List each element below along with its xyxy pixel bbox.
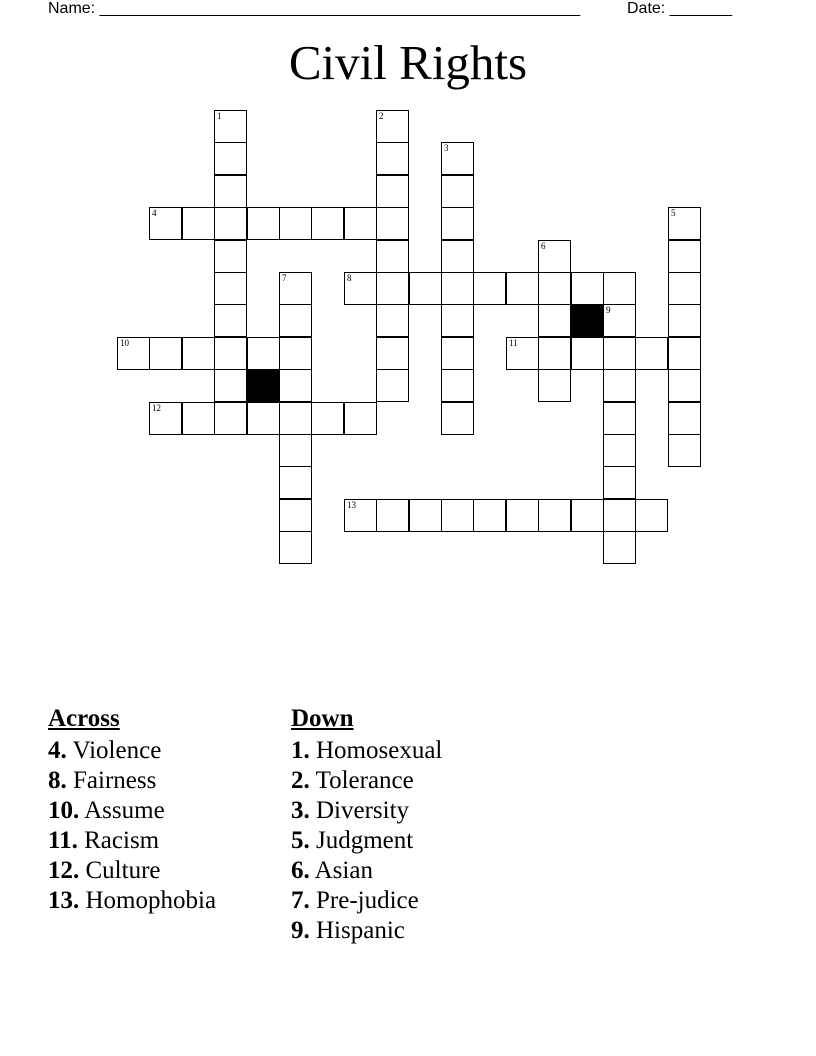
crossword-cell[interactable]: [506, 499, 539, 532]
clue-number: 10.: [48, 797, 80, 824]
crossword-cell[interactable]: [409, 499, 442, 532]
clue-text: Hispanic: [316, 917, 405, 944]
crossword-cell[interactable]: [538, 240, 571, 273]
crossword-cell[interactable]: [635, 499, 668, 532]
crossword-cell[interactable]: [441, 369, 474, 402]
clue-number-label: 5: [671, 208, 676, 218]
crossword-cell[interactable]: [506, 337, 539, 370]
crossword-cell[interactable]: [247, 207, 280, 240]
crossword-block-cell: [571, 304, 604, 337]
crossword-cell[interactable]: [441, 272, 474, 305]
name-field-label: Name: ______________________________________________________: [48, 0, 581, 17]
crossword-cell[interactable]: [441, 207, 474, 240]
across-heading: Across: [48, 705, 120, 732]
crossword-cell[interactable]: [344, 402, 377, 435]
crossword-cell[interactable]: [149, 207, 182, 240]
crossword-cell[interactable]: [668, 434, 701, 467]
crossword-cell[interactable]: [376, 110, 409, 143]
clue-down: [291, 856, 442, 886]
clue-number: 3.: [291, 797, 310, 824]
clue-number-label: 10: [120, 338, 129, 348]
crossword-cell[interactable]: [247, 337, 280, 370]
clue-number: 8.: [48, 767, 67, 794]
clue-down: [291, 796, 442, 826]
clue-down: [291, 916, 442, 946]
crossword-cell[interactable]: [117, 337, 150, 370]
crossword-cell[interactable]: [344, 207, 377, 240]
crossword-cell[interactable]: [473, 272, 506, 305]
crossword-cell[interactable]: [603, 272, 636, 305]
clue-number-label: 1: [217, 111, 222, 121]
crossword-cell[interactable]: [279, 434, 312, 467]
crossword-cell[interactable]: [279, 466, 312, 499]
date-field-label: Date: _______: [627, 0, 732, 17]
clue-number: 9.: [291, 917, 310, 944]
clue-text: Diversity: [316, 797, 410, 824]
clue-number-label: 7: [282, 273, 287, 283]
clue-down: [291, 886, 442, 916]
crossword-cell[interactable]: [279, 337, 312, 370]
clue-number: 4.: [48, 737, 67, 764]
crossword-cell[interactable]: [538, 499, 571, 532]
clue-number: 13.: [48, 887, 80, 914]
crossword-cell[interactable]: [214, 402, 247, 435]
down-clues: [291, 704, 442, 946]
clue-number-label: 11: [509, 338, 518, 348]
crossword-cell[interactable]: [279, 207, 312, 240]
clue-number-label: 12: [152, 403, 161, 413]
crossword-cell[interactable]: [668, 402, 701, 435]
clue-number-label: 6: [541, 241, 546, 251]
crossword-cell[interactable]: [603, 466, 636, 499]
across-clues: [48, 704, 216, 916]
crossword-cell[interactable]: [538, 304, 571, 337]
crossword-cell[interactable]: [571, 337, 604, 370]
crossword-cell[interactable]: [668, 304, 701, 337]
crossword-cell[interactable]: [247, 402, 280, 435]
clue-number: 11.: [48, 827, 78, 854]
clue-across: [48, 886, 216, 916]
crossword-cell[interactable]: [214, 175, 247, 208]
crossword-cell[interactable]: [311, 402, 344, 435]
crossword-cell[interactable]: [571, 499, 604, 532]
crossword-cell[interactable]: [214, 369, 247, 402]
clue-down: [291, 736, 442, 766]
crossword-cell[interactable]: [603, 434, 636, 467]
crossword-cell[interactable]: [506, 272, 539, 305]
clue-across: [48, 766, 216, 796]
crossword-cell[interactable]: [441, 304, 474, 337]
crossword-cell[interactable]: [603, 369, 636, 402]
crossword-cell[interactable]: [344, 272, 377, 305]
clue-text: Homophobia: [85, 887, 217, 914]
crossword-cell[interactable]: [376, 304, 409, 337]
crossword-cell[interactable]: [441, 402, 474, 435]
crossword-block-cell: [247, 369, 280, 402]
crossword-cell[interactable]: [279, 304, 312, 337]
crossword-cell[interactable]: [635, 337, 668, 370]
crossword-cell[interactable]: [441, 240, 474, 273]
clue-number: 12.: [48, 857, 80, 884]
clue-text: Culture: [85, 857, 161, 884]
clue-number: 6.: [291, 857, 310, 884]
clue-number-label: 2: [379, 111, 384, 121]
clue-across: [48, 826, 216, 856]
crossword-cell[interactable]: [214, 240, 247, 273]
clue-text: Fairness: [73, 767, 157, 794]
clue-number-label: 4: [152, 208, 157, 218]
crossword-cell[interactable]: [279, 369, 312, 402]
clue-down: [291, 766, 442, 796]
crossword-cell[interactable]: [603, 499, 636, 532]
crossword-cell[interactable]: [182, 337, 215, 370]
crossword-cell[interactable]: [668, 272, 701, 305]
crossword-cell[interactable]: [538, 272, 571, 305]
clue-number: 1.: [291, 737, 310, 764]
clue-number-label: 13: [347, 500, 356, 510]
crossword-cell[interactable]: [214, 272, 247, 305]
down-heading: Down: [291, 705, 354, 732]
clue-text: Racism: [84, 827, 160, 854]
crossword-cell[interactable]: [149, 337, 182, 370]
clue-text: Homosexual: [316, 737, 443, 764]
crossword-cell[interactable]: [182, 207, 215, 240]
clue-text: Pre-judice: [316, 887, 419, 914]
crossword-cell[interactable]: [441, 142, 474, 175]
crossword-cell[interactable]: [473, 499, 506, 532]
crossword-cell[interactable]: [376, 240, 409, 273]
crossword-cell[interactable]: [603, 304, 636, 337]
crossword-cell[interactable]: [571, 272, 604, 305]
crossword-cell[interactable]: [376, 272, 409, 305]
clue-across: [48, 736, 216, 766]
clue-down: [291, 826, 442, 856]
crossword-cell[interactable]: [538, 369, 571, 402]
clue-text: Violence: [72, 737, 162, 764]
crossword-cell[interactable]: [538, 337, 571, 370]
crossword-cell[interactable]: [214, 142, 247, 175]
crossword-cell[interactable]: [376, 207, 409, 240]
crossword-cell[interactable]: [279, 402, 312, 435]
clue-text: Tolerance: [315, 767, 414, 794]
clue-text: Assume: [84, 797, 165, 824]
clue-number-label: 9: [606, 305, 611, 315]
crossword-cell[interactable]: [376, 499, 409, 532]
crossword-cell[interactable]: [668, 369, 701, 402]
crossword-cell[interactable]: [376, 337, 409, 370]
clue-number-label: 3: [444, 143, 449, 153]
crossword-cell[interactable]: [182, 402, 215, 435]
crossword-cell[interactable]: [668, 207, 701, 240]
crossword-cell[interactable]: [668, 240, 701, 273]
crossword-cell[interactable]: [668, 337, 701, 370]
crossword-cell[interactable]: [214, 110, 247, 143]
crossword-cell[interactable]: [279, 272, 312, 305]
crossword-cell[interactable]: [603, 531, 636, 564]
crossword-cell[interactable]: [376, 369, 409, 402]
crossword-cell[interactable]: [603, 402, 636, 435]
crossword-cell[interactable]: [214, 304, 247, 337]
crossword-cell[interactable]: [279, 531, 312, 564]
crossword-cell[interactable]: [214, 207, 247, 240]
crossword-cell[interactable]: [603, 337, 636, 370]
clue-across: [48, 796, 216, 826]
crossword-cell[interactable]: [344, 499, 377, 532]
clue-number: 5.: [291, 827, 310, 854]
clue-number: 7.: [291, 887, 310, 914]
crossword-cell[interactable]: [376, 142, 409, 175]
crossword-cell[interactable]: [311, 207, 344, 240]
clue-text: Asian: [314, 857, 373, 884]
crossword-cell[interactable]: [376, 175, 409, 208]
clue-across: [48, 856, 216, 886]
crossword-cell[interactable]: [441, 499, 474, 532]
crossword-cell[interactable]: [149, 402, 182, 435]
crossword-cell[interactable]: [214, 337, 247, 370]
page-title: Civil Rights: [288, 35, 528, 90]
clue-number-label: 8: [347, 273, 352, 283]
crossword-cell[interactable]: [279, 499, 312, 532]
crossword-cell[interactable]: [441, 175, 474, 208]
crossword-cell[interactable]: [409, 272, 442, 305]
crossword-cell[interactable]: [441, 337, 474, 370]
clue-text: Judgment: [316, 827, 414, 854]
clue-number: 2.: [291, 767, 310, 794]
